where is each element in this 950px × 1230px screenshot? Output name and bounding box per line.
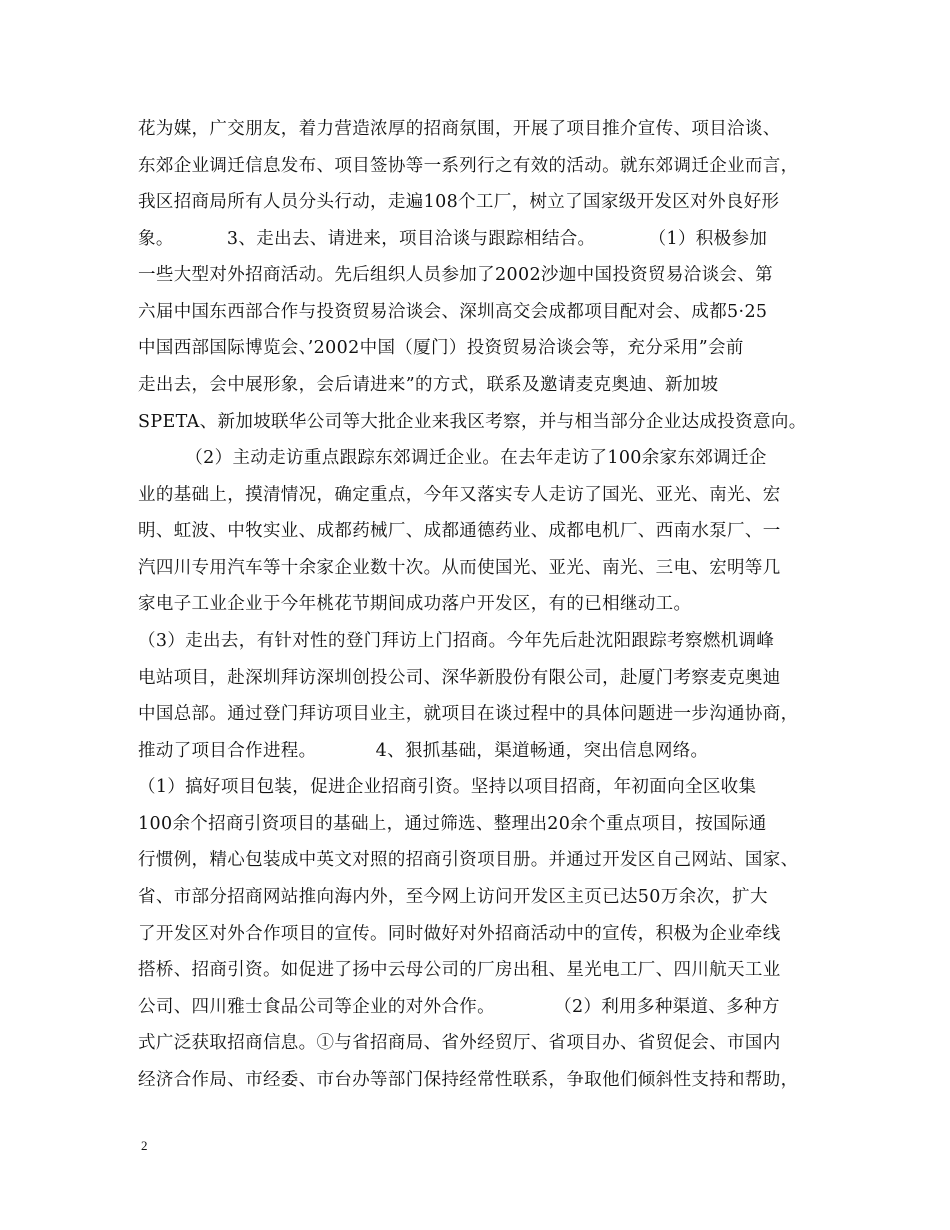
text-line: 花为媒，广交朋友，着力营造浓厚的招商氛围，开展了项目推介宣传、项目洽谈、 [138,119,781,139]
text-line: 汽四川专用汽车等十余家企业数十次。从而使国光、亚光、南光、三电、宏明等几 [138,558,781,578]
text-line: 行惯例，精心包装成中英文对照的招商引资项目册。并通过开发区自己网站、国家、 [138,850,799,870]
text-line: 业的基础上，摸清情况，确定重点，今年又落实专人走访了国光、亚光、南光、宏 [138,485,781,505]
text-line: 搭桥、招商引资。如促进了扬中云母公司的厂房出租、星光电工厂、四川航天工业 [138,960,781,980]
text-line: 象。 3、走出去、请进来，项目洽谈与跟踪相结合。 （1）积极参加 [138,229,768,249]
text-line: 式广泛获取招商信息。①与省招商局、省外经贸厅、省项目办、省贸促会、市国内 [138,1033,781,1053]
text-line: 我区招商局所有人员分头行动，走遍108个工厂，树立了国家级开发区对外良好形 [138,192,780,212]
text-line: 明、虹波、中牧实业、成都药械厂、成都通德药业、成都电机厂、西南水泵厂、一 [138,521,781,541]
text-line: 中国西部国际博览会、’2002中国（厦门）投资贸易洽谈会等，充分采用”会前 [138,338,744,358]
text-line: 一些大型对外招商活动。先后组织人员参加了2002沙迦中国投资贸易洽谈会、第 [138,265,773,285]
text-line: （3）走出去，有针对性的登门拜访上门招商。今年先后赴沈阳跟踪考察燃机调峰 [138,631,775,651]
text-line: （2）主动走访重点跟踪东郊调迁企业。在去年走访了100余家东郊调迁企 [138,448,767,468]
text-line: 经济合作局、市经委、市台办等部门保持经常性联系，争取他们倾斜性支持和帮助， [138,1070,799,1090]
text-line: 中国总部。通过登门拜访项目业主，就项目在谈过程中的具体问题进一步沟通协商， [138,704,799,724]
text-line: SPETA、新加坡联华公司等大批企业来我区考察，并与相当部分企业达成投资意向。 [138,412,807,432]
page-number: 2 [141,1138,148,1153]
text-line: 电站项目，赴深圳拜访深圳创投公司、深华新股份有限公司，赴厦门考察麦克奥迪 [138,668,781,688]
text-line: 省、市部分招商网站推向海内外，至今网上访问开发区主页已达50万余次，扩大 [138,887,768,907]
text-line: 公司、四川雅士食品公司等企业的对外合作。 （2）利用多种渠道、多种方 [138,997,780,1017]
text-line: 推动了项目合作进程。 4、狠抓基础，渠道畅通，突出信息网络。 [138,741,709,761]
text-line: 走出去，会中展形象，会后请进来”的方式，联系及邀请麦克奥迪、新加坡 [138,375,719,395]
text-line: 东郊企业调迁信息发布、项目签协等一系列行之有效的活动。就东郊调迁企业而言， [138,156,799,176]
text-line: （1）搞好项目包装，促进企业招商引资。坚持以项目招商，年初面向全区收集 [138,777,757,797]
text-line: 了开发区对外合作项目的宣传。同时做好对外招商活动中的宣传，积极为企业牵线 [138,924,781,944]
text-line: 六届中国东西部合作与投资贸易洽谈会、深圳高交会成都项目配对会、成都5·25 [138,302,768,322]
text-line: 家电子工业企业于今年桃花节期间成功落户开发区，有的已相继动工。 [138,594,692,614]
text-line: 100余个招商引资项目的基础上，通过筛选、整理出20余个重点项目，按国际通 [138,814,767,834]
